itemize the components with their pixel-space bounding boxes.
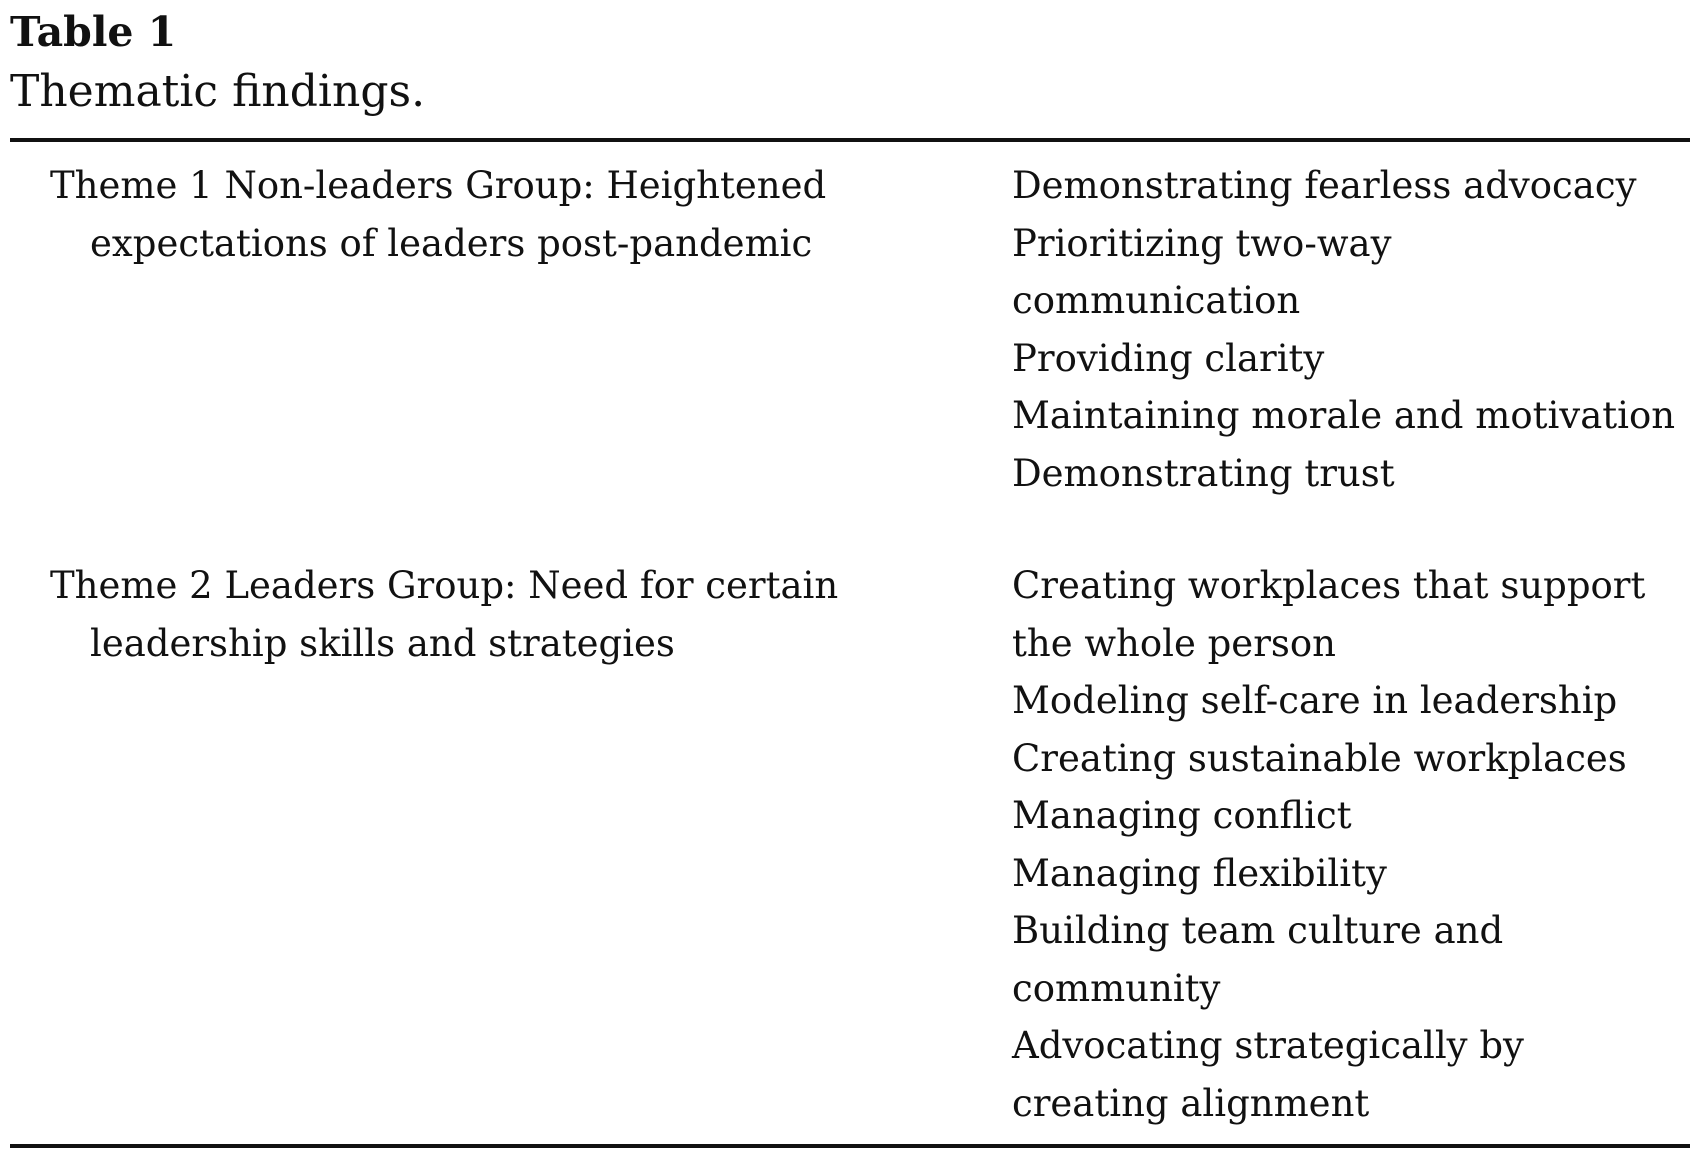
subtheme-item: Demonstrating trust xyxy=(1012,451,1395,495)
subtheme-item: Providing clarity xyxy=(1012,336,1325,380)
subtheme-list xyxy=(1012,157,1680,502)
subtheme-item: Advocating strategically by creating alignment xyxy=(1012,1024,1524,1125)
subtheme-item: Creating workplaces that support the whole person xyxy=(1012,564,1646,665)
subtheme-item: Demonstrating fearless advocacy xyxy=(1012,164,1637,207)
theme-cell: Theme 1 Non-leaders Group: Heightened expectations of leaders post-pandemic xyxy=(50,164,827,265)
table-label: Table 1 xyxy=(10,8,177,56)
table-bottom-rule xyxy=(10,1144,1690,1148)
subtheme-item: Modeling self-care in leadership xyxy=(1012,679,1618,722)
subtheme-item: Maintaining morale and motivation xyxy=(1012,394,1676,437)
subtheme-item: Creating sustainable workplaces xyxy=(1012,736,1627,780)
table-top-rule xyxy=(10,138,1690,142)
subtheme-list xyxy=(1012,557,1680,1132)
table-caption: Thematic findings. xyxy=(10,66,426,117)
subtheme-item: Prioritizing two-way communication xyxy=(1012,221,1392,322)
subtheme-item: Building team culture and community xyxy=(1012,909,1504,1010)
subtheme-item: Managing flexibility xyxy=(1012,851,1387,895)
theme-cell: Theme 2 Leaders Group: Need for certain leadership skills and strategies xyxy=(50,564,839,665)
subtheme-item: Managing conflict xyxy=(1012,794,1352,837)
